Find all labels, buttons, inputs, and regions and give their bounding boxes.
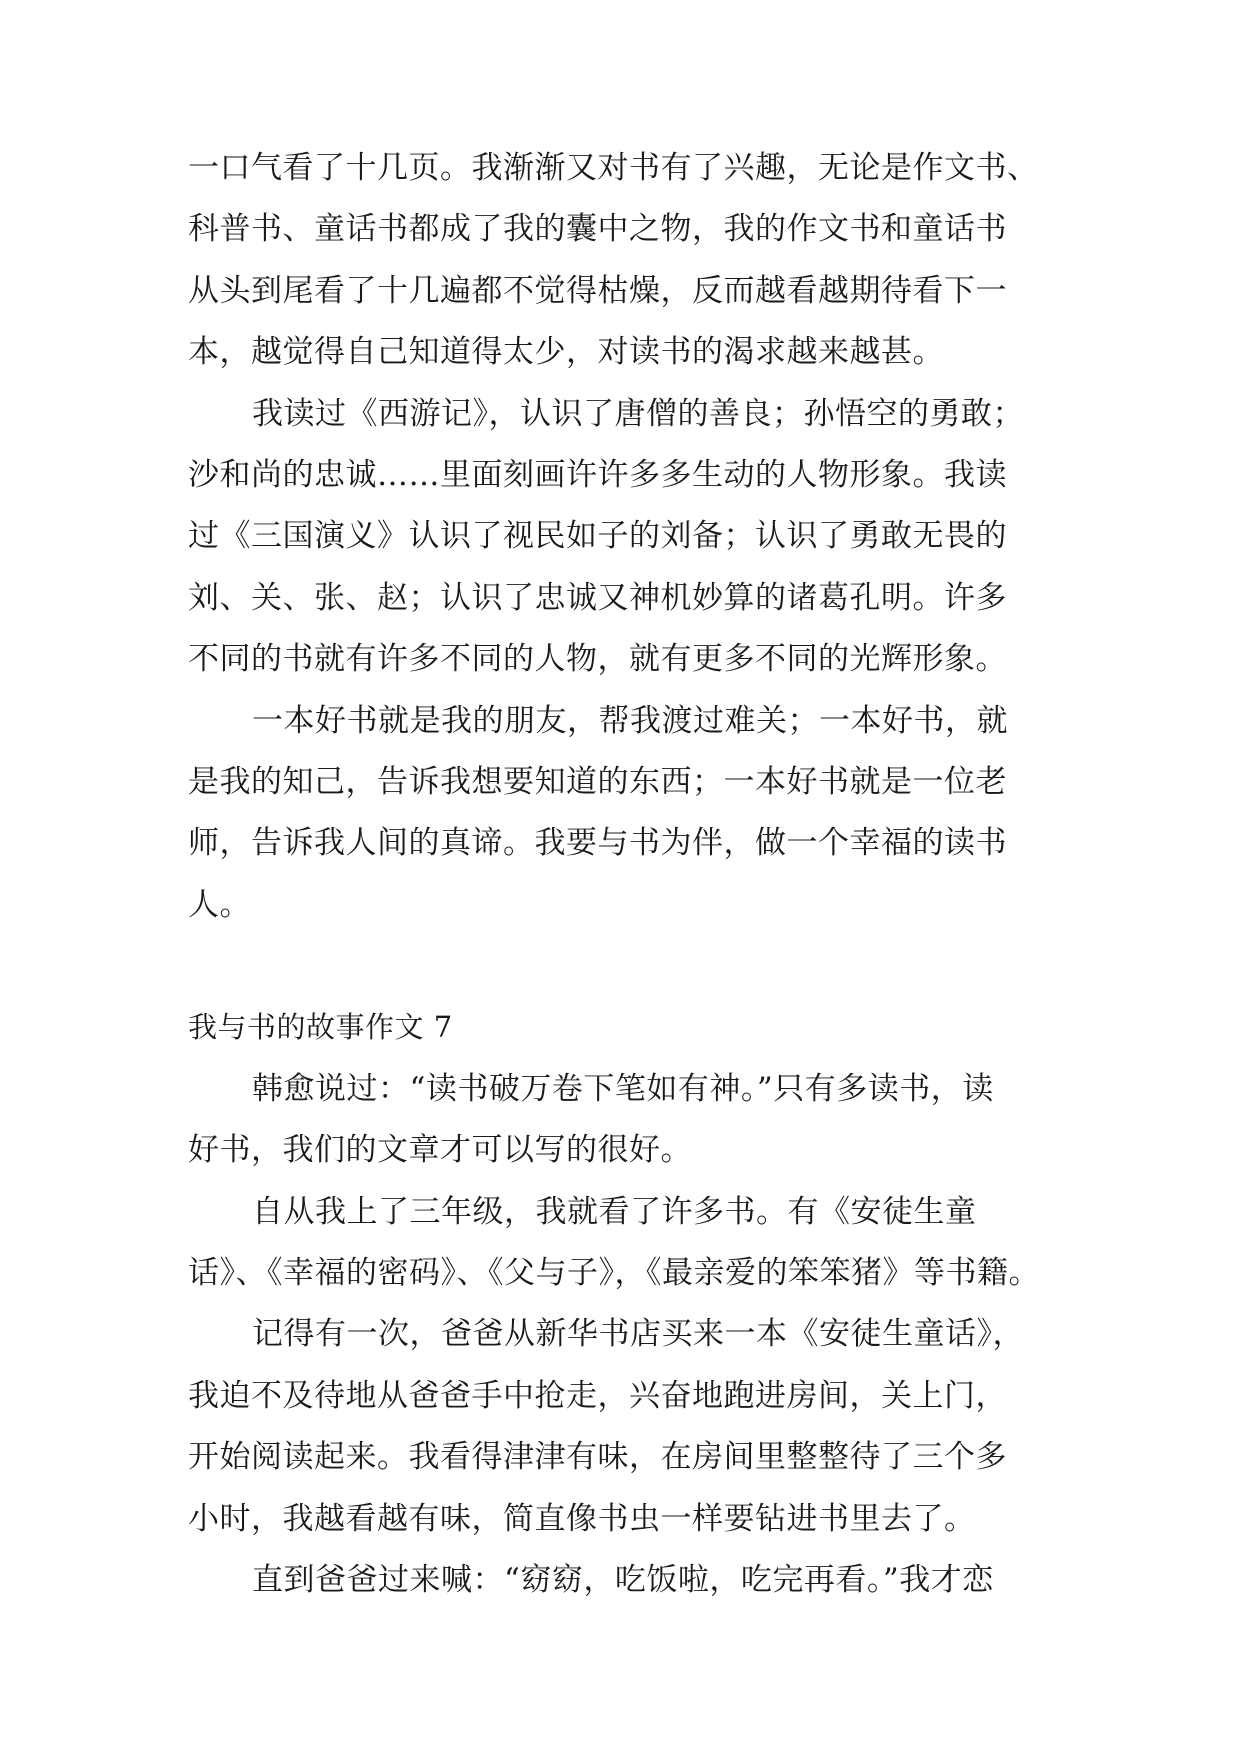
text-line: 直到爸爸过来喊：“窈窈，吃饭啦，吃完再看。”我才恋 <box>252 1561 994 1598</box>
document-body <box>188 138 1058 1611</box>
text-line: 科普书、童话书都成了我的囊中之物，我的作文书和童话书 <box>188 211 1007 248</box>
text-line: 话》、《幸福的密码》、《父与子》，《最亲爱的笨笨猪》等书籍。 <box>188 1255 1040 1292</box>
section-title: 我与书的故事作文 7 <box>188 1010 453 1045</box>
text-line: 人。 <box>188 886 251 923</box>
text-line: 开始阅读起来。我看得津津有味，在房间里整整待了三个多 <box>188 1439 1007 1476</box>
paragraph <box>188 1059 1058 1182</box>
paragraph <box>188 1304 1058 1550</box>
text-line: 记得有一次，爸爸从新华书店买来一本《安徒生童话》， <box>252 1316 1024 1353</box>
text-line: 我迫不及待地从爸爸手中抢走，兴奋地跑进房间，关上门， <box>188 1377 1007 1414</box>
text-line: 本，越觉得自己知道得太少，对读书的渴求越来越甚。 <box>188 334 944 371</box>
paragraph <box>188 691 1058 937</box>
paragraph <box>188 1550 1058 1611</box>
text-line: 沙和尚的忠诚……里面刻画许许多多生动的人物形象。我读 <box>188 456 1007 493</box>
text-line: 不同的书就有许多不同的人物，就有更多不同的光辉形象。 <box>188 641 1007 678</box>
text-line: 好书，我们的文章才可以写的很好。 <box>188 1132 692 1169</box>
text-line: 过《三国演义》认识了视民如子的刘备；认识了勇敢无畏的 <box>188 518 1007 555</box>
paragraph <box>188 138 1058 384</box>
section-spacer <box>188 936 1058 997</box>
text-line: 师，告诉我人间的真谛。我要与书为伴，做一个幸福的读书 <box>188 825 1007 862</box>
text-line: 小时，我越看越有味，简直像书虫一样要钻进书里去了。 <box>188 1500 976 1537</box>
paragraph <box>188 384 1058 691</box>
text-line: 自从我上了三年级，我就看了许多书。有《安徒生童 <box>252 1193 977 1230</box>
paragraph <box>188 1182 1058 1305</box>
text-line: 韩愈说过：“读书破万卷下笔如有神。”只有多读书，读 <box>252 1070 994 1107</box>
text-line: 从头到尾看了十几遍都不觉得枯燥，反而越看越期待看下一 <box>188 272 1007 309</box>
text-line: 刘、关、张、赵；认识了忠诚又神机妙算的诸葛孔明。许多 <box>188 579 1007 616</box>
text-line: 是我的知己，告诉我想要知道的东西；一本好书就是一位老 <box>188 763 1007 800</box>
text-line: 一口气看了十几页。我渐渐又对书有了兴趣，无论是作文书、 <box>188 150 1039 186</box>
text-line: 一本好书就是我的朋友，帮我渡过难关；一本好书，就 <box>252 702 1008 739</box>
text-line: 我读过《西游记》，认识了唐僧的善良；孙悟空的勇敢； <box>252 395 1024 432</box>
